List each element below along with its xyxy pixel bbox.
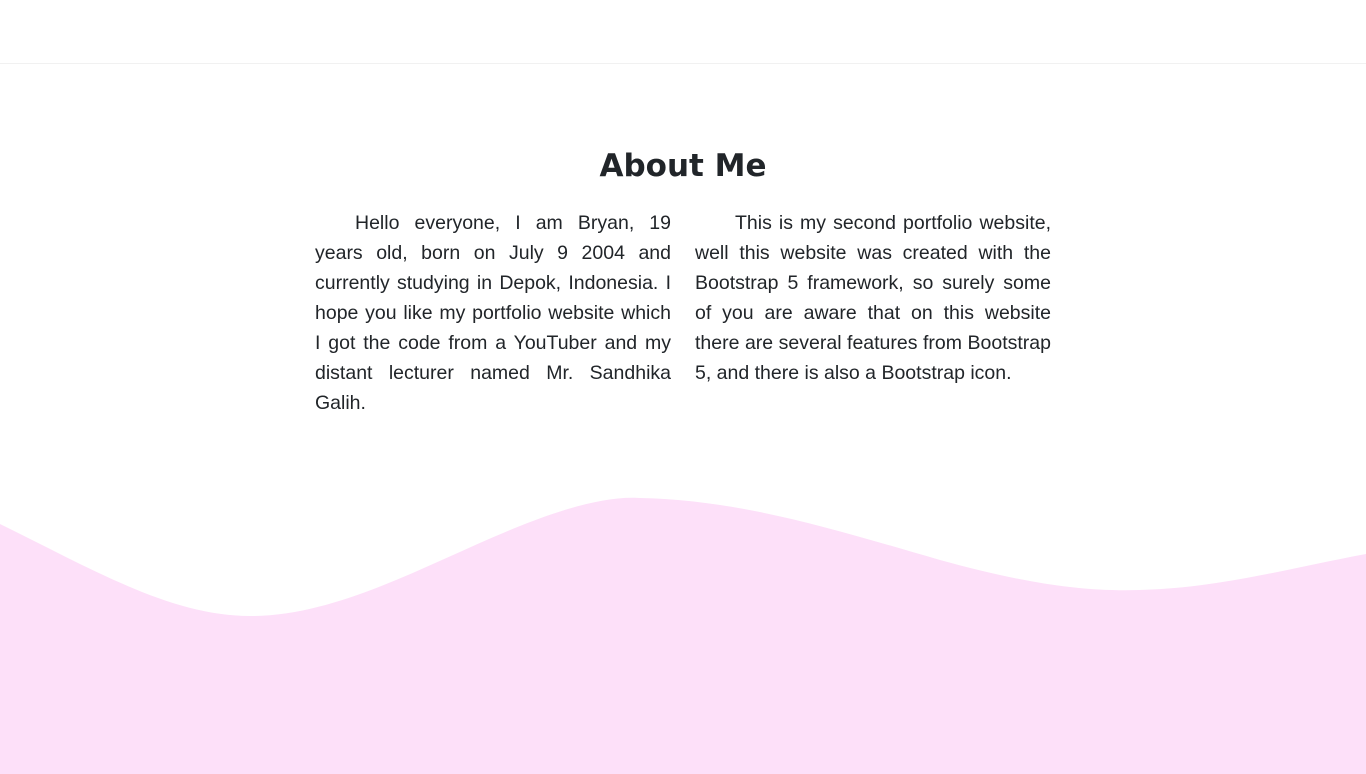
about-section	[0, 64, 1366, 494]
wave-shape	[0, 498, 1366, 774]
about-title: About Me	[599, 148, 767, 184]
about-paragraph-right: This is my second portfolio website, well this website was created with the Bootstrap 5 framework, so surely some of you are aware that on this website there are several features from Bootstrap 5, and there is also a Bootstrap icon.	[695, 212, 1051, 384]
wave-divider	[0, 490, 1366, 774]
about-paragraph-left: Hello everyone, I am Bryan, 19 years old, born on July 9 2004 and currently studying in Depok, Indonesia. I hope you like my portfolio website which I got the code from a YouTuber and my distant lecturer named Mr. Sandhika Galih.	[315, 212, 671, 414]
navbar	[0, 0, 1366, 64]
